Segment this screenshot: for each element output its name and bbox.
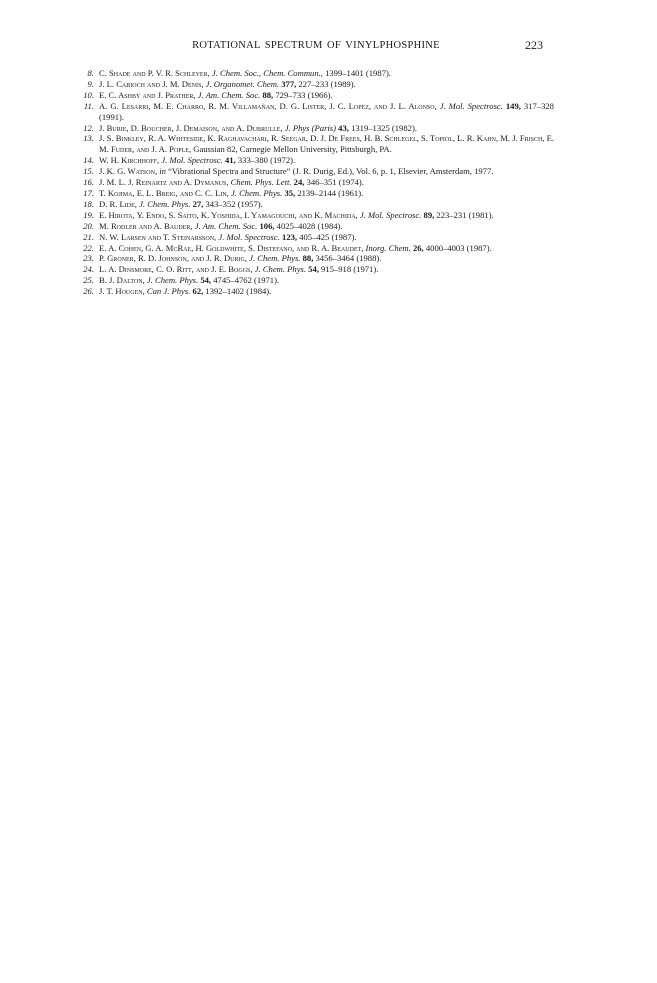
reference-volume: 123,: [282, 231, 298, 242]
reference-authors: E. A. Cohen, G. A. McRae, H. Goldwhite, S. Distefano, and R. A. Beaudet,: [99, 242, 364, 253]
reference-item: [80, 210, 554, 221]
reference-journal: J. Mol. Spectrosc.: [218, 231, 280, 242]
reference-text: [99, 68, 391, 78]
reference-text: [99, 188, 363, 198]
reference-detail: 333–380 (1972).: [235, 155, 296, 166]
reference-authors: A. G. Lesarri, M. E. Charro, R. M. Villamañan, D. G. Lister, J. C. Lopez, and J. L. Alonso,: [99, 100, 437, 111]
reference-authors: E. Hirota, Y. Endo, S. Saito, K. Yoshida, I. Yamagouchi, and K. Machida,: [99, 209, 358, 220]
reference-item: [80, 166, 554, 177]
reference-text: [99, 286, 271, 296]
reference-number: 15.: [83, 166, 94, 177]
reference-volume: 27,: [192, 198, 204, 209]
reference-text: [99, 123, 417, 133]
reference-text: [99, 243, 492, 253]
reference-number: 12.: [83, 122, 94, 133]
reference-number: 23.: [83, 253, 94, 264]
reference-detail: 3456–3464 (1988).: [313, 253, 382, 264]
reference-authors: L. A. Dinsmore, C. O. Ritt, and J. E. Boggs,: [99, 264, 253, 275]
reference-detail: 729–733 (1966).: [273, 89, 333, 100]
reference-number: 9.: [87, 78, 94, 89]
reference-volume: 89,: [423, 209, 435, 220]
reference-item: [80, 79, 554, 90]
reference-number: 20.: [83, 220, 94, 231]
reference-item: [80, 68, 554, 79]
reference-journal: in: [159, 166, 166, 177]
reference-detail: 227–233 (1989).: [296, 78, 356, 89]
reference-text: [99, 133, 554, 154]
reference-journal: Chem. Phys. Lett.: [230, 177, 292, 188]
reference-authors: T. Kojima, E. L. Breig, and C. C. Lin,: [99, 187, 229, 198]
reference-number: 11.: [83, 100, 94, 111]
reference-journal: J. Phys (Paris): [284, 122, 337, 133]
reference-volume: 106,: [259, 220, 275, 231]
reference-number: 8.: [87, 68, 94, 78]
reference-authors: J. Burie, D. Boucher, J. Demaison, and A. Dubrulle,: [99, 122, 283, 133]
reference-text: [99, 232, 357, 242]
reference-detail: Gaussian 82, Carnegie Mellon University, Pittsburgh, PA.: [191, 144, 392, 155]
reference-volume: 41,: [224, 155, 236, 166]
reference-authors: J. K. G. Watson,: [99, 166, 158, 177]
reference-authors: J. L. Cabioch and J. M. Denis,: [99, 78, 204, 89]
reference-number: 21.: [83, 231, 94, 242]
reference-journal: J. Chem. Soc., Chem. Commun.,: [211, 68, 323, 78]
reference-authors: M. Rodler and A. Bauder,: [99, 220, 193, 231]
reference-text: [99, 264, 378, 274]
reference-number: 26.: [83, 286, 94, 297]
reference-item: [80, 155, 554, 166]
reference-text: [99, 253, 381, 263]
reference-detail: 346–351 (1974).: [304, 177, 364, 188]
running-title: ROTATIONAL SPECTRUM OF VINYLPHOSPHINE: [192, 40, 440, 51]
reference-number: 19.: [83, 209, 94, 220]
reference-number: 24.: [83, 264, 94, 275]
reference-list: [80, 68, 554, 297]
reference-volume: 35,: [284, 187, 296, 198]
reference-number: 16.: [83, 177, 94, 188]
reference-authors: J. T. Hougen,: [99, 286, 145, 297]
reference-journal: J. Mol. Spectrosc.: [439, 100, 503, 111]
reference-number: 25.: [83, 275, 94, 286]
reference-detail: 343–352 (1957).: [203, 198, 263, 209]
reference-detail: 405–425 (1987).: [297, 231, 357, 242]
reference-detail: 4025–4028 (1984).: [274, 220, 343, 231]
reference-item: [80, 275, 554, 286]
reference-detail: 223–231 (1981).: [434, 209, 494, 220]
reference-text: [99, 210, 494, 220]
reference-journal: J. Chem. Phys.: [146, 275, 199, 286]
reference-volume: 149,: [505, 100, 521, 111]
reference-volume: 54,: [200, 275, 212, 286]
reference-detail: 2139–2144 (1961).: [295, 187, 364, 198]
reference-journal: J. Chem. Phys.: [254, 264, 306, 275]
reference-item: [80, 199, 554, 210]
reference-item: [80, 123, 554, 134]
reference-authors: E. C. Ashby and J. Prather,: [99, 89, 196, 100]
reference-authors: D. R. Lide,: [99, 198, 137, 209]
running-head: [89, 40, 543, 56]
reference-number: 17.: [83, 187, 94, 198]
reference-authors: W. H. Kirchhoff,: [99, 155, 160, 166]
reference-authors: P. Groner, R. D. Johnson, and J. R. Durig,: [99, 253, 247, 264]
reference-item: [80, 177, 554, 188]
reference-text: [99, 155, 295, 165]
reference-number: 10.: [83, 89, 94, 100]
reference-item: [80, 232, 554, 243]
reference-authors: C. Shade and P. V. R. Schleyer,: [99, 68, 210, 78]
reference-authors: B. J. Dalton,: [99, 275, 145, 286]
reference-item: [80, 264, 554, 275]
reference-detail: 4745–4762 (1971).: [211, 275, 280, 286]
reference-text: [99, 221, 343, 231]
reference-volume: 43,: [338, 122, 349, 133]
reference-detail: 1399–1401 (1987).: [322, 68, 391, 78]
reference-detail: 317–328 (1991).: [99, 100, 554, 122]
reference-authors: N. W. Larsen and T. Steinarsson,: [99, 231, 217, 242]
reference-journal: J. Chem. Phys.: [139, 198, 191, 209]
page-number: 223: [525, 38, 543, 52]
reference-item: [80, 133, 554, 155]
reference-journal: J. Chem. Phys.: [249, 253, 301, 264]
reference-item: [80, 101, 554, 123]
reference-journal: J. Am. Chem. Soc.: [197, 89, 261, 100]
reference-volume: 62,: [192, 286, 204, 297]
reference-volume: 24,: [293, 177, 305, 188]
reference-text: [99, 101, 554, 122]
reference-number: 14.: [83, 155, 94, 166]
reference-journal: J. Am. Chem. Soc.: [194, 220, 258, 231]
reference-journal: J. Chem. Phys.: [230, 187, 283, 198]
reference-journal: J. Organomet. Chem.: [205, 78, 280, 89]
reference-authors: J. M. L. J. Reinartz and A. Dymanus,: [99, 177, 229, 188]
reference-volume: 26,: [412, 242, 424, 253]
reference-text: [99, 166, 493, 176]
reference-volume: 54,: [308, 264, 319, 275]
reference-number: 13.: [83, 133, 94, 144]
reference-detail: “Vibrational Spectra and Structure” (J. R. Durig, Ed.), Vol. 6, p. 1, Elsevier, Amsterdam, 1977.: [165, 166, 494, 177]
reference-item: [80, 243, 554, 254]
reference-volume: 88,: [302, 253, 314, 264]
reference-detail: 4000–4003 (1987).: [423, 242, 492, 253]
reference-text: [99, 199, 263, 209]
reference-number: 18.: [83, 198, 94, 209]
reference-detail: 1319–1325 (1982).: [348, 122, 417, 133]
reference-number: 22.: [83, 242, 94, 253]
reference-item: [80, 221, 554, 232]
reference-journal: J. Mol. Spectrosc.: [359, 209, 422, 220]
reference-text: [99, 275, 279, 285]
reference-authors: J. S. Binkley, R. A. Whiteside, K. Raghavachari, R. Seegar, D. J. De Frees, H. B. Schlegel, S. Topiol, L. R. Kahn, M. J. Frisch, E. M. Fuder, and J. A. Pople,: [99, 133, 554, 155]
reference-journal: J. Mol. Spectrosc.: [161, 155, 223, 166]
reference-journal: Inorg. Chem.: [365, 242, 411, 253]
reference-item: [80, 188, 554, 199]
reference-text: [99, 90, 333, 100]
reference-detail: 1392–1402 (1984).: [203, 286, 272, 297]
reference-item: [80, 286, 554, 297]
reference-volume: 88,: [262, 89, 274, 100]
reference-text: [99, 79, 356, 89]
reference-detail: 915–918 (1971).: [318, 264, 379, 275]
reference-item: [80, 90, 554, 101]
reference-volume: 377,: [281, 78, 297, 89]
reference-text: [99, 177, 364, 187]
reference-item: [80, 253, 554, 264]
reference-journal: Can J. Phys.: [146, 286, 191, 297]
